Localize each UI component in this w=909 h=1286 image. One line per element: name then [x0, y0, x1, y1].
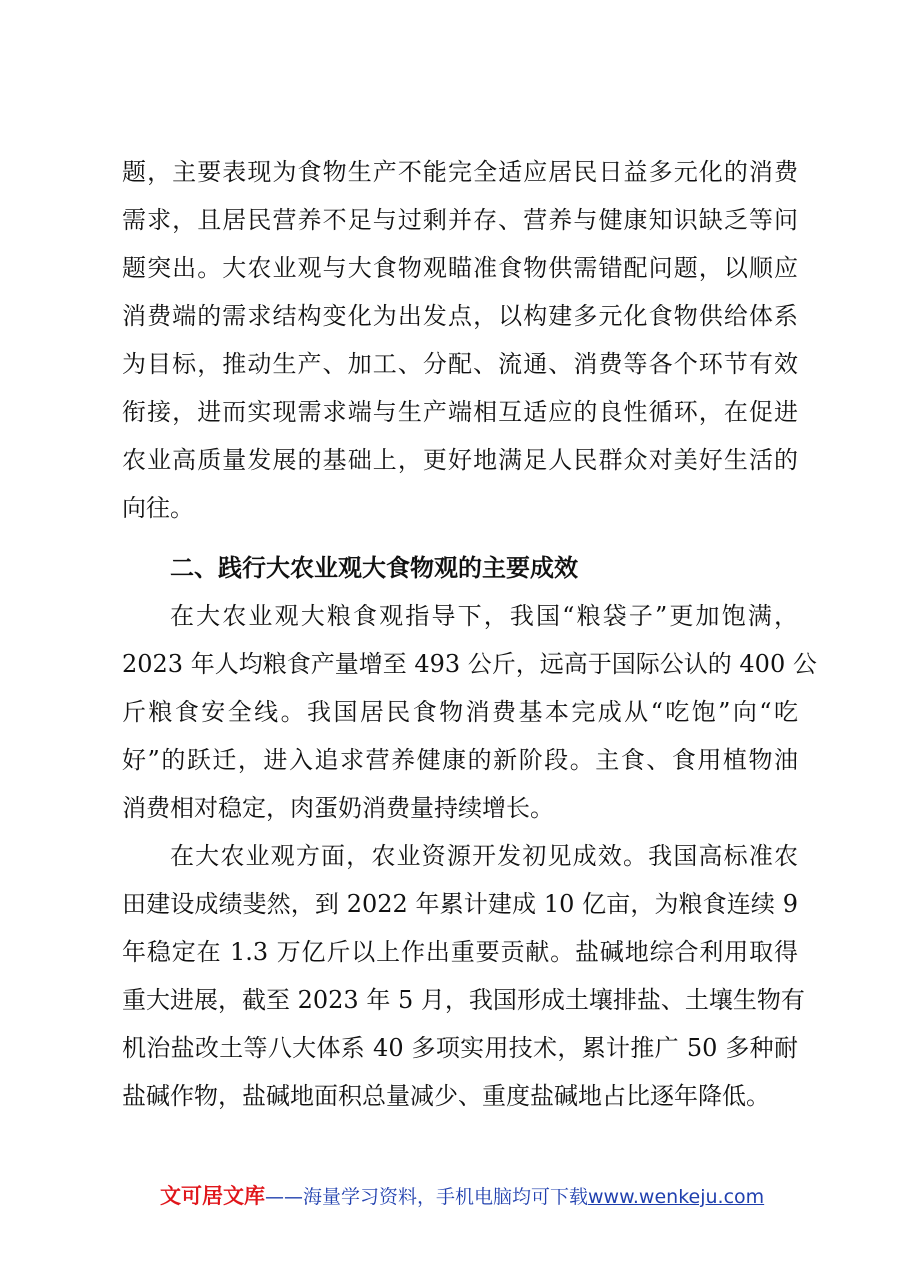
paragraph-line: 向往。	[122, 494, 194, 522]
paragraph-line: 年稳定在 1.3 万亿斤以上作出重要贡献。盐碱地综合利用取得	[122, 938, 798, 966]
paragraph-line: 在大农业观方面，农业资源开发初见成效。我国高标准农	[170, 842, 798, 870]
paragraph-line: 农业高质量发展的基础上，更好地满足人民群众对美好生活的	[122, 446, 798, 474]
paragraph-line: 斤粮食安全线。我国居民食物消费基本完成从“吃饱”向“吃	[122, 698, 798, 726]
section-heading: 二、践行大农业观大食物观的主要成效	[170, 554, 578, 582]
footer-brand: 文可居文库	[160, 1184, 265, 1208]
paragraph-line: 题，主要表现为食物生产不能完全适应居民日益多元化的消费	[122, 158, 798, 186]
paragraph-line: 为目标，推动生产、加工、分配、流通、消费等各个环节有效	[122, 350, 798, 378]
paragraph-line: 机治盐改土等八大体系 40 多项实用技术，累计推广 50 多种耐	[122, 1034, 798, 1062]
paragraph-line: 在大农业观大粮食观指导下，我国“粮袋子”更加饱满，	[170, 602, 798, 630]
paragraph-line: 重大进展，截至 2023 年 5 月，我国形成土壤排盐、土壤生物有	[122, 986, 805, 1014]
paragraph-line: 消费相对稳定，肉蛋奶消费量持续增长。	[122, 794, 554, 822]
paragraph-line: 需求，且居民营养不足与过剩并存、营养与健康知识缺乏等问	[122, 206, 798, 234]
paragraph-line: 题突出。大农业观与大食物观瞄准食物供需错配问题，以顺应	[122, 254, 798, 282]
paragraph-line: 2023 年人均粮食产量增至 493 公斤，远高于国际公认的 400 公	[122, 650, 817, 678]
paragraph-line: 衔接，进而实现需求端与生产端相互适应的良性循环，在促进	[122, 398, 798, 426]
footer-dash: ——	[265, 1186, 303, 1208]
footer-tagline: 海量学习资料，手机电脑均可下载	[303, 1186, 589, 1208]
footer-banner	[160, 1176, 764, 1216]
paragraph-line: 田建设成绩斐然，到 2022 年累计建成 10 亿亩，为粮食连续 9	[122, 890, 798, 918]
footer-link[interactable]: www.wenkeju.com	[588, 1186, 765, 1208]
paragraph-line: 消费端的需求结构变化为出发点，以构建多元化食物供给体系	[122, 302, 798, 330]
paragraph-line: 盐碱作物，盐碱地面积总量减少、重度盐碱地占比逐年降低。	[122, 1082, 770, 1110]
paragraph-line: 好”的跃迁，进入追求营养健康的新阶段。主食、食用植物油	[122, 746, 798, 774]
